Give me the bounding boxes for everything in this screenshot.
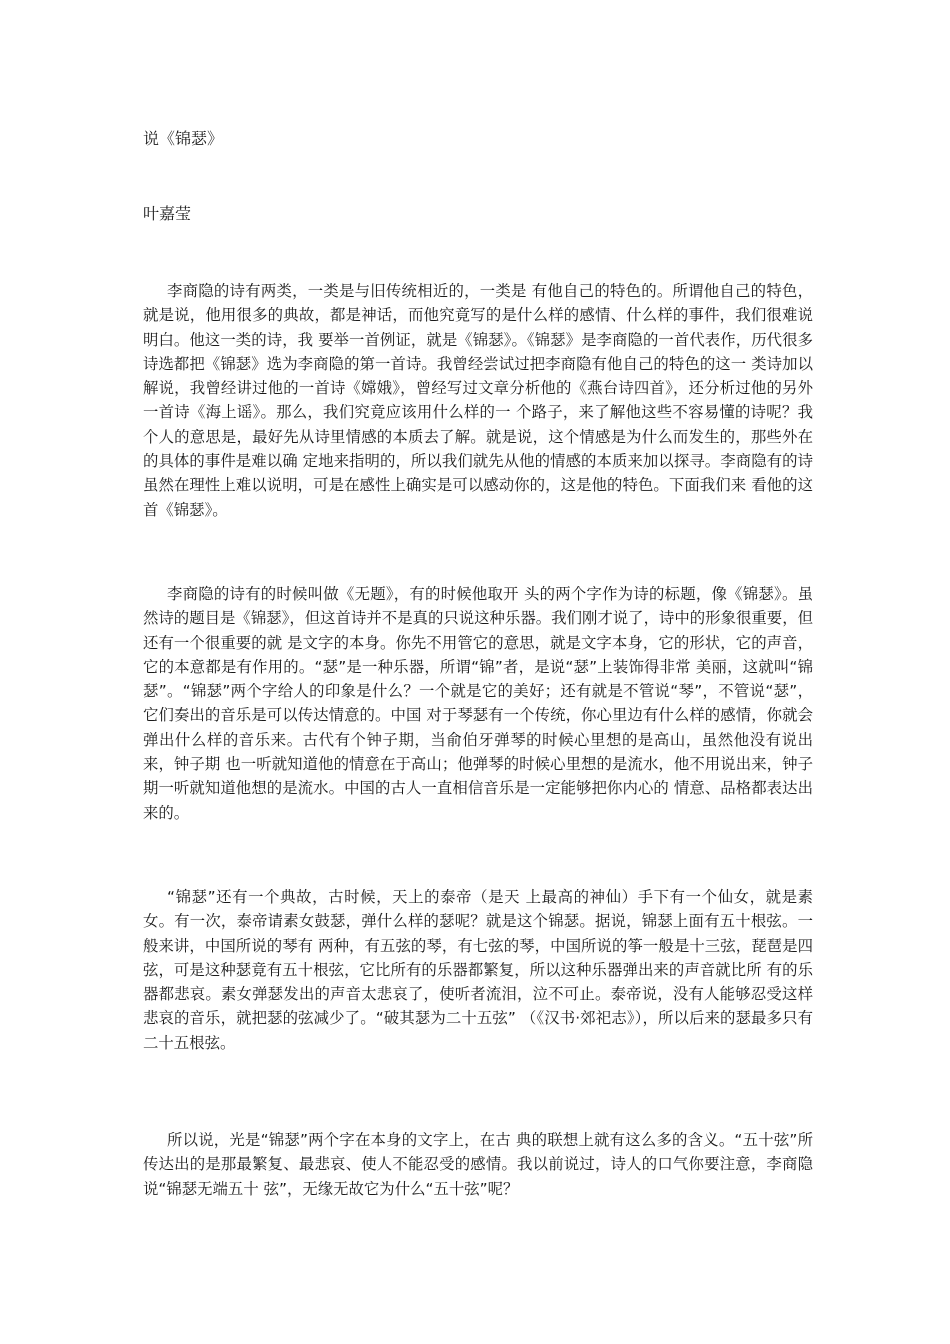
paragraph-4: 所以说，光是“锦瑟”两个字在本身的文字上，在古 典的联想上就有这么多的含义。“五十弦”所传达出的是那最繁复、最悲哀、使人不能忍受的感情。我以前说过，诗人的口气你要注意，李商隐说“锦瑟无端五十 弦”，无缘无故它为什么“五十弦”呢？	[143, 1131, 813, 1198]
document-title: 说《锦瑟》	[143, 129, 224, 148]
paragraph-3: “锦瑟”还有一个典故，古时候，天上的泰帝（是天 上最高的神仙）手下有一个仙女，就是素女。有一次，泰帝请素女鼓瑟，弹什么样的瑟呢？就是这个锦瑟。据说，锦瑟上面有五十根弦。一般来讲，中国所说的琴有 两种，有五弦的琴，有七弦的琴，中国所说的筝一般是十三弦，琵琶是四弦，可是这种瑟竟有五十根弦，它比所有的乐器都繁复，所以这种乐器弹出来的声音就比所 有的乐器都悲哀。素女弹瑟发出的声音太悲哀了，使听者流泪，泣不可止。泰帝说，没有人能够忍受这样悲哀的音乐，就把瑟的弦减少了。“破其瑟为二十五弦” （《汉书·郊祀志》），所以后来的瑟最多只有二十五根弦。	[143, 888, 813, 1052]
author-name: 叶嘉莹	[143, 204, 192, 223]
paragraph-1: 李商隐的诗有两类，一类是与旧传统相近的，一类是 有他自己的特色的。所谓他自己的特色，就是说，他用很多的典故，都是神话，而他究竟写的是什么样的感情、什么样的事件，我们很难说明白。他这一类的诗，我 要举一首例证，就是《锦瑟》。《锦瑟》是李商隐的一首代表作，历代很多诗选都把《锦瑟》选为李商隐的第一首诗。我曾经尝试过把李商隐有他自己的特色的这一 类诗加以解说，我曾经讲过他的一首诗《嫦娥》，曾经写过文章分析他的《燕台诗四首》，还分析过他的另外一首诗《海上谣》。那么，我们究竟应该用什么样的一 个路子，来了解他这些不容易懂的诗呢？我个人的意思是，最好先从诗里情感的本质去了解。就是说，这个情感是为什么而发生的，那些外在的具体的事件是难以确 定地来指明的，所以我们就先从他的情感的本质来加以探寻。李商隐有的诗虽然在理性上难以说明，可是在感性上确实是可以感动你的，这是他的特色。下面我们来 看他的这首《锦瑟》。	[143, 282, 813, 519]
paragraph-2: 李商隐的诗有的时候叫做《无题》，有的时候他取开 头的两个字作为诗的标题，像《锦瑟》。虽然诗的题目是《锦瑟》，但这首诗并不是真的只说这种乐器。我们刚才说了，诗中的形象很重要，但还有一个很重要的就 是文字的本身。你先不用管它的意思，就是文字本身，它的形状，它的声音，它的本意都是有作用的。“瑟”是一种乐器，所谓“锦”者，是说“瑟”上装饰得非常 美丽，这就叫“锦瑟”。“锦瑟”两个字给人的印象是什么？一个就是它的美好；还有就是不管说“琴”，不管说“瑟”，它们奏出的音乐是可以传达情意的。中国 对于琴瑟有一个传统，你心里边有什么样的感情，你就会弹出什么样的音乐来。古代有个钟子期，当俞伯牙弹琴的时候心里想的是高山，虽然他没有说出来，钟子期 也一听就知道他的情意在于高山；他弹琴的时候心里想的是流水，他不用说出来，钟子期一听就知道他想的是流水。中国的古人一直相信音乐是一定能够把你内心的 情意、品格都表达出来的。	[143, 585, 813, 822]
